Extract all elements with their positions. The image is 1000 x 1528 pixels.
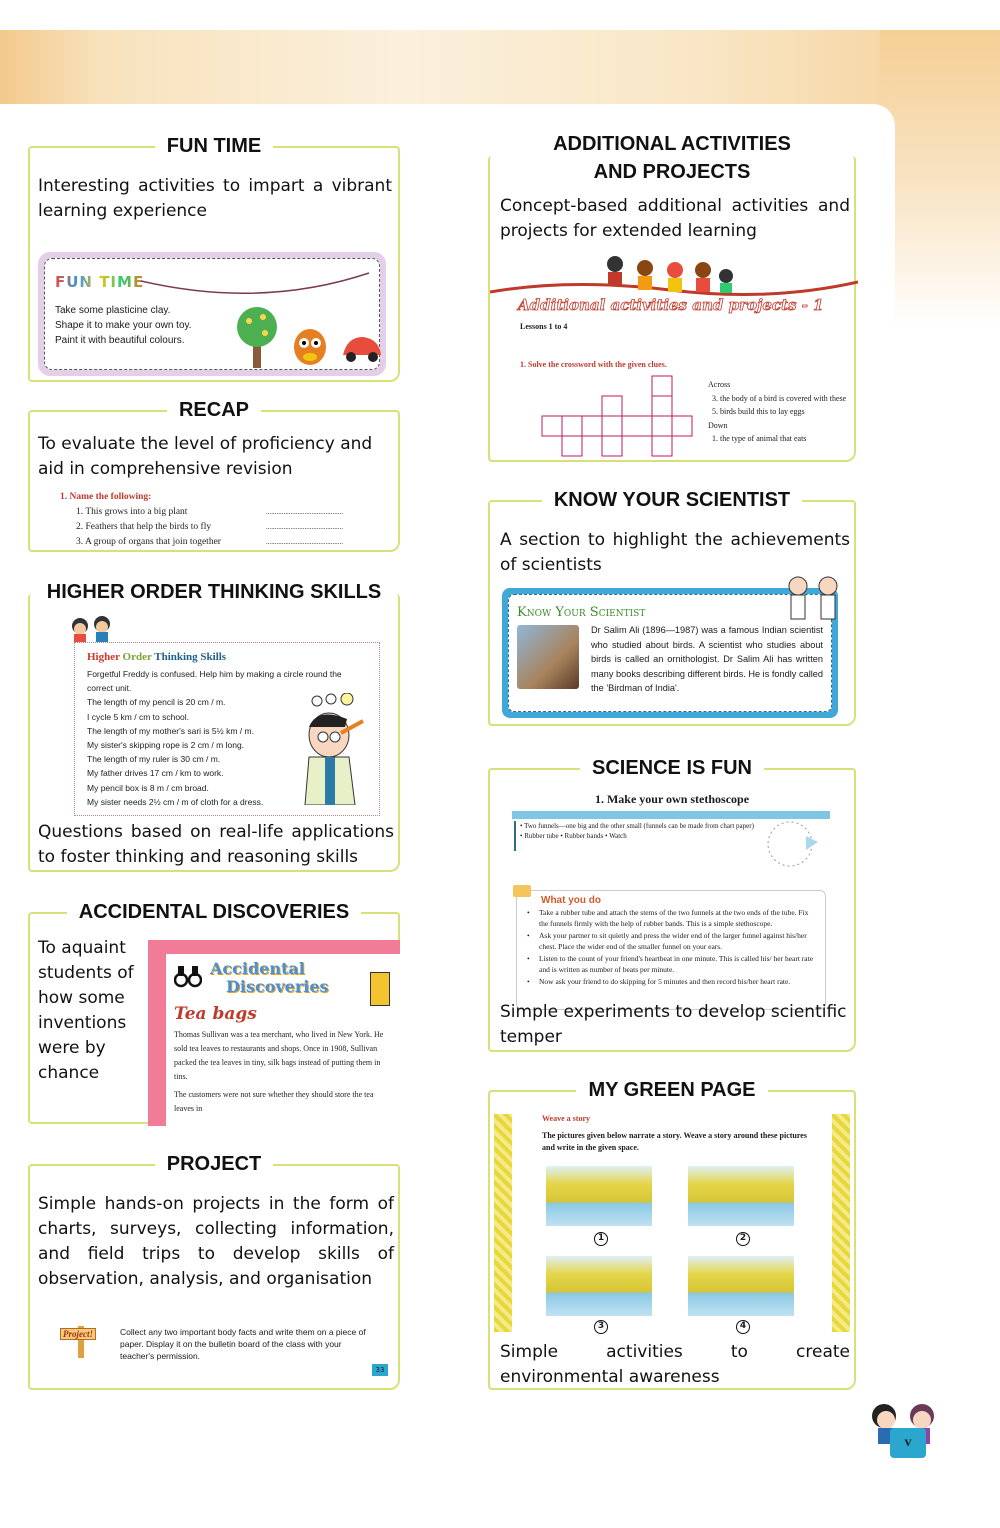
card-project bbox=[28, 1153, 400, 1390]
fun-time-sample bbox=[38, 252, 386, 376]
accidental-para: Thomas Sullivan was a tea merchant, who lived in New York. He sold tea leaves to restaurants and shops. Once in 1908, Sullivan packed the tea leaves in tiny, silk bags instead of putting them in tins. bbox=[174, 1030, 384, 1081]
recap-sample: 1. Name the following: 1. This grows into a big plant ............................................ 2. Feathers that help the birds to fly ............................................ 3. A group of organs that join together ............................................ bbox=[60, 490, 390, 550]
story-picture-1 bbox=[546, 1166, 652, 1226]
picture-number: 2 bbox=[736, 1232, 750, 1246]
scientist-text: Dr Salim Ali (1896—1987) was a famous Indian scientist who studied about birds. A scientist who studies about birds is called an ornithologist. Dr Salim Ali has written many books describing different birds. He is fondly called the 'Birdman of India'. bbox=[591, 625, 823, 693]
card-title: SCIENCE IS FUN bbox=[490, 756, 854, 780]
green-heading: Weave a story bbox=[542, 1114, 590, 1123]
card-title: HIGHER ORDER THINKING SKILLS bbox=[30, 580, 398, 604]
card-title: KNOW YOUR SCIENTIST bbox=[490, 488, 854, 512]
picture-number: 1 bbox=[594, 1232, 608, 1246]
card-title: PROJECT bbox=[30, 1152, 398, 1176]
card-title: RECAP bbox=[30, 398, 398, 422]
card-title: MY GREEN PAGE bbox=[490, 1078, 854, 1102]
stethoscope-illustration bbox=[762, 814, 822, 874]
scientist-logo: Know Your Scientist bbox=[517, 605, 646, 620]
header-band bbox=[0, 30, 1000, 110]
card-description: Simple experiments to develop scientific temper bbox=[500, 1002, 847, 1047]
card-scientist bbox=[488, 489, 856, 726]
accidental-logo: Accidental Discoveries bbox=[210, 959, 329, 996]
story-picture-3 bbox=[546, 1256, 652, 1316]
folder-icon bbox=[513, 885, 531, 897]
card-science-fun bbox=[488, 757, 856, 1052]
card-recap bbox=[28, 399, 400, 552]
hots-sample: Higher Order Thinking Skills Forgetful Freddy is confused. Help him by making a circle round the correct unit. The length of my pencil is 20 cm / m. I cycle 5 km / cm to school. The length of my mother's sari is 5½ km / m. My sister's skipping rope is 2 cm / m long. The length of my ruler is 30 cm / m. My father drives 17 cm / km to work. My pencil box is 8 m / cm broad. My sister needs 2½ cm / m of cloth for a dress. bbox=[74, 642, 380, 816]
crossword-clues: Across 3. the body of a bird is covered with these 5. birds build this to lay eggs Down 1. the type of animal that eats bbox=[708, 380, 847, 443]
clay-toys-illustration bbox=[235, 299, 385, 369]
decorative-curve bbox=[141, 269, 371, 299]
tea-cup-illustration bbox=[370, 972, 390, 1006]
binoculars-icon bbox=[174, 964, 202, 988]
recap-item: 3. A group of organs that join together ............................................ bbox=[76, 537, 343, 547]
card-green-page bbox=[488, 1079, 856, 1390]
materials-text: • Two funnels—one big and the other small (funnels can be made from chart paper) • Rubber tube • Rubber bands • Watch bbox=[514, 821, 754, 851]
card-description: To evaluate the level of proficiency and aid in comprehensive revision bbox=[38, 434, 373, 479]
confused-boy-illustration bbox=[297, 693, 367, 805]
card-additional bbox=[488, 133, 856, 462]
decorative-border-right bbox=[832, 1114, 850, 1332]
green-instructions: The pictures given below narrate a story. Weave a story around these pictures and write in the given space. bbox=[542, 1131, 807, 1152]
recap-item: 1. This grows into a big plant ............................................ bbox=[76, 507, 343, 517]
card-title: ACCIDENTAL DISCOVERIES bbox=[30, 900, 398, 924]
picture-number: 3 bbox=[594, 1320, 608, 1334]
card-description: A section to highlight the achievements of scientists bbox=[500, 530, 850, 575]
steps-list: • Take a rubber tube and attach the stems of the two funnels at the two ends of the tube. Fix the funnels firmly with the help of rubber bands. This is a simple stethoscope. • Ask your partner to sit quietly and press the wider end of the larger funnel against his/her chest. Place the wider end of the smaller funnel on your ears. • Listen to the count of your friend's heartbeat in one minute. This is called his/ her heart rate and is written as number of beats per minute. • Now ask your friend to do skipping for 5 minutes and then record his/her heart rate. bbox=[525, 908, 817, 988]
header-band-right bbox=[880, 30, 1000, 330]
recap-item: 2. Feathers that help the birds to fly ............................................ bbox=[76, 522, 343, 532]
decorative-border-left bbox=[494, 1114, 512, 1332]
fun-time-lines: Take some plasticine clay. Shape it to make your own toy. Paint it with beautiful colours. bbox=[55, 305, 192, 346]
scientist-photo bbox=[517, 625, 579, 689]
page-number: v bbox=[890, 1428, 926, 1458]
card-title: ADDITIONAL ACTIVITIES AND PROJECTS bbox=[553, 133, 791, 183]
card-accidental bbox=[28, 901, 400, 1124]
project-sign: Project! bbox=[60, 1318, 104, 1358]
accidental-para: The customers were not sure whether they should store the tea leaves in bbox=[174, 1090, 374, 1113]
additional-banner: Additional activities and projects - 1 bbox=[518, 296, 824, 314]
accidental-subtitle: Tea bags bbox=[174, 1004, 257, 1024]
card-fun-time bbox=[28, 135, 400, 382]
card-description: To aquaint students of how some inventions were by chance bbox=[38, 938, 134, 1083]
crossword-grid bbox=[540, 374, 700, 462]
card-description: Concept-based additional activities and projects for extended learning bbox=[500, 196, 850, 241]
project-page-number: 33 bbox=[372, 1364, 388, 1376]
fun-time-logo: FUN TIME bbox=[55, 273, 145, 291]
story-picture-2 bbox=[688, 1166, 794, 1226]
picture-number: 4 bbox=[736, 1320, 750, 1334]
story-picture-4 bbox=[688, 1256, 794, 1316]
card-description: Questions based on real-life applications to foster thinking and reasoning skills bbox=[38, 822, 394, 867]
additional-lessons: Lessons 1 to 4 bbox=[520, 322, 568, 331]
card-title: FUN TIME bbox=[30, 134, 398, 158]
kids-icon bbox=[68, 614, 118, 642]
project-sample-text: Collect any two important body facts and write them on a piece of paper. Display it on the bulletin board of the class with your teacher's permission. bbox=[120, 1327, 366, 1361]
card-description: Simple activities to create environmental awareness bbox=[500, 1342, 850, 1387]
card-description: Interesting activities to impart a vibrant learning experience bbox=[38, 176, 392, 221]
what-you-do-box: What you do • Take a rubber tube and attach the stems of the two funnels at the two ends of the tube. Fix the funnels firmly with the help of rubber bands. This is a simple stethoscope. • Ask your partner to sit quietly and press the wider end of the larger funnel against his/her chest. Place the wider end of the smaller funnel on your ears. • Listen to the count of your friend's heartbeat in one minute. This is called his/ her heart rate and is written as number of beats per minute. • Now ask your friend to do skipping for 5 minutes and then record his/her heart rate. bbox=[516, 890, 826, 1010]
card-description: Simple hands-on projects in the form of charts, surveys, collecting information, and field trips to develop skills of observation, analysis, and organisation bbox=[38, 1194, 394, 1289]
hots-lines: Forgetful Freddy is confused. Help him by making a circle round the correct unit. The length of my pencil is 20 cm / m. I cycle 5 km / cm to school. The length of my mother's sari is 5½ km / m. My sister's skipping rope is 2 cm / m long. The length of my ruler is 30 cm / m. My father drives 17 cm / km to work. My pencil box is 8 m / cm broad. My sister needs 2½ cm / m of cloth for a dress. bbox=[87, 669, 342, 807]
kids-banner-illustration bbox=[490, 248, 858, 300]
experiment-heading: 1. Make your own stethoscope bbox=[594, 792, 750, 806]
kids-scientists-illustration bbox=[782, 574, 846, 628]
card-hots bbox=[28, 581, 400, 872]
accidental-sample bbox=[148, 940, 400, 1126]
crossword-question: 1. Solve the crossword with the given clues. bbox=[520, 360, 667, 369]
